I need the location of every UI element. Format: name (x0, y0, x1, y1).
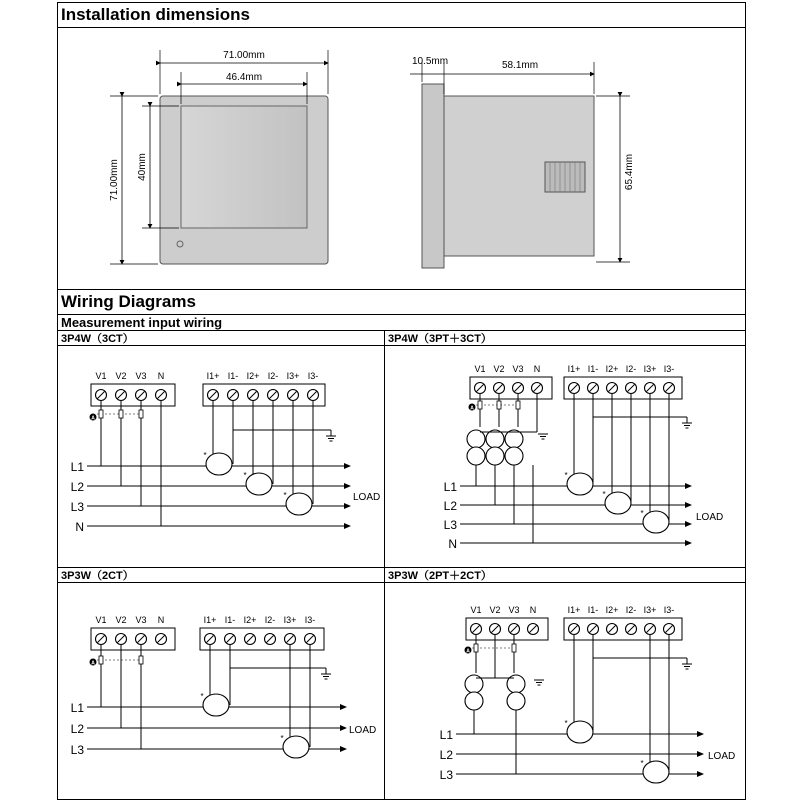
current-terminal-label: I1- (587, 605, 599, 615)
voltage-terminal (471, 624, 482, 635)
voltage-terminal (475, 383, 486, 394)
load-label: LOAD (349, 725, 377, 736)
current-terminal-label: I2- (625, 364, 637, 374)
pt-secondary (467, 447, 485, 465)
fuse-icon (99, 410, 103, 418)
fuse-icon (478, 401, 482, 409)
ct-coil (643, 761, 669, 783)
fuse-icon (474, 644, 478, 652)
current-terminal-label: I1- (227, 371, 239, 381)
diagram-title-3p3w-2ct: 3P3W（2CT） (61, 570, 134, 582)
current-terminal (664, 383, 675, 394)
diagram-1 (444, 364, 724, 551)
line-label-L3: L3 (443, 518, 457, 532)
current-terminal (245, 634, 256, 645)
pt-secondary (505, 447, 523, 465)
installation-dimensions-header: Installation dimensions (57, 2, 746, 28)
fuse-icon (99, 656, 103, 664)
current-terminal (569, 383, 580, 394)
current-terminal (228, 390, 239, 401)
voltage-terminal (490, 624, 501, 635)
current-terminal-label: I3+ (643, 605, 657, 615)
voltage-terminal (96, 634, 107, 645)
voltage-terminal-label: V3 (508, 605, 520, 615)
voltage-terminal-label: V2 (489, 605, 501, 615)
line-label-L1: L1 (70, 460, 84, 474)
current-terminal-label: I2+ (243, 615, 257, 625)
voltage-terminal-label: V1 (470, 605, 482, 615)
voltage-terminal (116, 390, 127, 401)
line-L3-arrow (685, 521, 692, 527)
current-terminal (588, 624, 599, 635)
current-terminal-label: I3- (307, 371, 319, 381)
current-terminal-label: I2+ (605, 605, 619, 615)
line-label-N: N (448, 537, 457, 551)
current-terminal-label: I2- (625, 605, 637, 615)
line-label-L2: L2 (70, 722, 84, 736)
fuse-marker-label: A (91, 660, 95, 667)
measurement-input-wiring-header: Measurement input wiring (57, 314, 746, 331)
line-label-L2: L2 (439, 748, 453, 762)
voltage-terminal (136, 390, 147, 401)
voltage-terminal-label: N (529, 605, 537, 615)
ct-polarity-dot: * (564, 719, 568, 728)
current-terminal (588, 383, 599, 394)
line-L1-arrow (697, 731, 704, 737)
pt-transformer-icon (467, 430, 485, 465)
line-L3-arrow (340, 746, 347, 752)
pt-secondary (465, 692, 483, 710)
line-L2-arrow (340, 725, 347, 731)
ct-polarity-dot: * (564, 471, 568, 480)
ground-icon (326, 436, 336, 441)
voltage-terminal-label: V1 (95, 371, 107, 381)
pt-transformer-icon (465, 675, 483, 710)
wiring-diagrams-header: Wiring Diagrams (57, 289, 746, 315)
current-terminal (248, 390, 259, 401)
voltage-terminal-label: V1 (474, 364, 486, 374)
side-height-label: 65.4mm (624, 153, 635, 191)
ct-polarity-dot: * (602, 490, 606, 499)
voltage-terminal (136, 634, 147, 645)
ground-icon (534, 680, 544, 685)
diagram-2 (71, 615, 377, 758)
diagram-title-3p4w-3ct: 3P4W（3CT） (61, 333, 134, 345)
line-N-arrow (344, 523, 351, 529)
fuse-icon (119, 410, 123, 418)
load-label: LOAD (353, 492, 381, 503)
current-terminal-block (203, 384, 325, 406)
ct-coil (567, 473, 593, 495)
ct-polarity-dot: * (283, 491, 287, 500)
side-depth-label: 58.1mm (501, 60, 539, 71)
front-inner-height-label: 40mm (137, 153, 148, 181)
current-terminal-label: I1+ (567, 605, 581, 615)
pt-transformer-icon (507, 675, 525, 710)
pt-primary (486, 430, 504, 448)
current-terminal-label: I3- (663, 605, 675, 615)
pt-secondary (507, 692, 525, 710)
pt-transformer-icon (486, 430, 504, 465)
pt-primary (505, 430, 523, 448)
load-label: LOAD (708, 751, 736, 762)
voltage-terminal (513, 383, 524, 394)
front-inner-width-label: 46.4mm (225, 72, 263, 83)
fuse-icon (139, 656, 143, 664)
current-terminal-label: I2+ (605, 364, 619, 374)
current-terminal (225, 634, 236, 645)
diagram-title-3p3w-2pt-2ct: 3P3W（2PT＋2CT） (388, 570, 492, 582)
line-L3-arrow (344, 503, 351, 509)
current-terminal (265, 634, 276, 645)
diagram-0 (71, 371, 381, 534)
front-height-label: 71.00mm (109, 159, 120, 201)
current-terminal-label: I2- (264, 615, 276, 625)
line-label-L1: L1 (439, 728, 453, 742)
ct-polarity-dot: * (280, 734, 284, 743)
voltage-terminal (509, 624, 520, 635)
voltage-terminal-label: V3 (135, 615, 147, 625)
line-label-L2: L2 (443, 499, 457, 513)
ct-polarity-dot: * (203, 451, 207, 460)
voltage-terminal (96, 390, 107, 401)
ct-coil (206, 453, 232, 475)
ct-polarity-dot: * (200, 692, 204, 701)
pt-secondary (486, 447, 504, 465)
current-terminal (664, 624, 675, 635)
current-terminal (205, 634, 216, 645)
line-L1-arrow (340, 704, 347, 710)
current-terminal (268, 390, 279, 401)
current-terminal-label: I1+ (203, 615, 217, 625)
fuse-marker-label: A (466, 648, 470, 655)
fuse-icon (512, 644, 516, 652)
line-label-L1: L1 (70, 701, 84, 715)
line-L2-arrow (697, 751, 704, 757)
current-terminal (607, 624, 618, 635)
voltage-terminal (532, 383, 543, 394)
ct-coil (246, 473, 272, 495)
voltage-terminal-label: V2 (493, 364, 505, 374)
ground-icon (682, 423, 692, 428)
current-terminal (288, 390, 299, 401)
ct-coil (203, 694, 229, 716)
current-terminal (208, 390, 219, 401)
voltage-terminal-label: V2 (115, 371, 127, 381)
current-terminal-label: I1+ (206, 371, 220, 381)
current-terminal-label: I1- (224, 615, 236, 625)
ct-polarity-dot: * (640, 759, 644, 768)
ct-polarity-dot: * (243, 471, 247, 480)
line-L1-arrow (685, 483, 692, 489)
voltage-terminal-label: V1 (95, 615, 107, 625)
voltage-terminal-label: V3 (135, 371, 147, 381)
ct-coil (283, 736, 309, 758)
voltage-terminal (156, 390, 167, 401)
voltage-terminal-label: N (157, 371, 165, 381)
voltage-terminal-label: N (157, 615, 165, 625)
voltage-terminal-label: N (533, 364, 541, 374)
ct-coil (567, 721, 593, 743)
fuse-marker-label: A (470, 405, 474, 412)
voltage-terminal-label: V2 (115, 615, 127, 625)
current-terminal-label: I1- (587, 364, 599, 374)
line-label-L3: L3 (439, 768, 453, 782)
current-terminal-label: I3- (304, 615, 316, 625)
line-label-N: N (75, 520, 84, 534)
diagram-title-3p4w-3pt-3ct: 3P4W（3PT＋3CT） (388, 333, 492, 345)
ct-coil (643, 511, 669, 533)
current-terminal (569, 624, 580, 635)
side-bezel-label: 10.5mm (411, 56, 449, 67)
pt-primary (467, 430, 485, 448)
current-terminal (626, 624, 637, 635)
line-label-L3: L3 (70, 743, 84, 757)
load-label: LOAD (696, 512, 724, 523)
current-terminal-label: I3+ (286, 371, 300, 381)
line-label-L2: L2 (70, 480, 84, 494)
fuse-icon (139, 410, 143, 418)
line-L2-arrow (344, 483, 351, 489)
current-terminal-label: I2- (267, 371, 279, 381)
voltage-terminal (494, 383, 505, 394)
voltage-terminal-label: V3 (512, 364, 524, 374)
line-L1-arrow (344, 463, 351, 469)
current-terminal (645, 624, 656, 635)
ct-coil (286, 493, 312, 515)
voltage-terminal (156, 634, 167, 645)
current-terminal (305, 634, 316, 645)
voltage-terminal (528, 624, 539, 635)
fuse-icon (516, 401, 520, 409)
fuse-icon (497, 401, 501, 409)
ct-polarity-dot: * (640, 509, 644, 518)
current-terminal (626, 383, 637, 394)
ground-icon (682, 664, 692, 669)
ct-coil (605, 492, 631, 514)
ground-icon (538, 434, 548, 439)
current-terminal-label: I1+ (567, 364, 581, 374)
current-terminal (308, 390, 319, 401)
diagram-3 (440, 605, 736, 783)
line-L3-arrow (697, 771, 704, 777)
ground-icon (321, 674, 331, 679)
current-terminal-label: I3+ (643, 364, 657, 374)
voltage-terminal (116, 634, 127, 645)
line-N-arrow (685, 540, 692, 546)
line-L2-arrow (685, 502, 692, 508)
current-terminal-label: I3+ (283, 615, 297, 625)
current-terminal (645, 383, 656, 394)
line-label-L3: L3 (70, 500, 84, 514)
pt-transformer-icon (505, 430, 523, 465)
current-terminal-label: I3- (663, 364, 675, 374)
current-terminal (285, 634, 296, 645)
fuse-marker-label: A (91, 415, 95, 422)
current-terminal (607, 383, 618, 394)
current-terminal-label: I2+ (246, 371, 260, 381)
line-label-L1: L1 (443, 480, 457, 494)
front-width-label: 71.00mm (223, 50, 265, 61)
